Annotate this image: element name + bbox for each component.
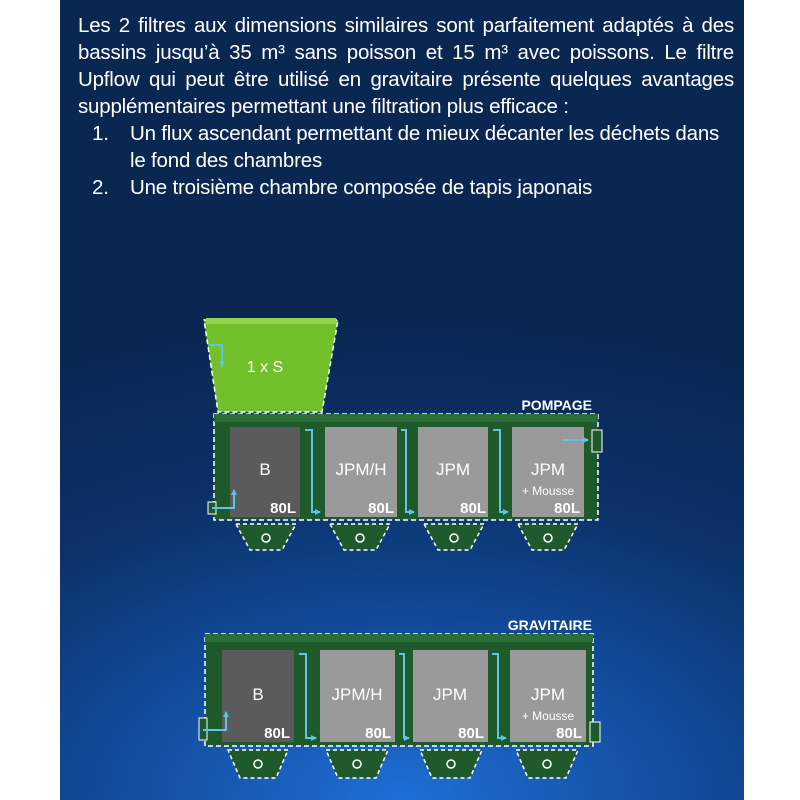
advantage-text: Un flux ascendant permettant de mieux décanter les déchets dans le fond des chambres: [130, 122, 720, 172]
outlet-port: [590, 722, 600, 742]
filter-gravitaire: [199, 617, 600, 778]
chamber-volume: 80L: [460, 500, 486, 517]
drain-valves: [254, 760, 551, 768]
chamber: [418, 427, 488, 517]
chamber-volume: 80L: [368, 500, 394, 517]
prefilter-bucket: [204, 318, 338, 412]
chamber: [222, 650, 294, 742]
chamber: [413, 650, 488, 742]
chamber-media: JPM: [531, 685, 565, 704]
prefilter-label: 1 x S: [246, 359, 284, 376]
chamber-volume: 80L: [270, 500, 296, 517]
chamber: [230, 427, 300, 517]
filter-diagram: [60, 0, 744, 800]
intro-paragraph: Les 2 filtres aux dimensions similaires sont parfaitement adaptés à des bassins jusqu’à 35 m³ sans poisson et 15 m³ avec poissons. Le filtre Upflow qui peut être utilisé en gravitaire présente quelques avantages supplémentaires permettant une filtration plus efficace :: [78, 14, 734, 118]
chamber-media: JPM: [433, 685, 467, 704]
chamber-media: JPM: [531, 460, 565, 479]
filter-title: POMPAGE: [521, 397, 592, 413]
advantage-number: 2.: [92, 176, 109, 199]
drain-valves: [262, 534, 552, 542]
chamber-sub: + Mousse: [521, 484, 575, 498]
chamber: [510, 650, 586, 742]
advantage-text: Une troisième chambre composée de tapis japonais: [130, 176, 593, 199]
chamber-media: JPM/H: [331, 685, 383, 704]
chamber-media: JPM: [436, 460, 470, 479]
chamber-media: B: [259, 460, 271, 479]
chamber-sub: + Mousse: [521, 709, 575, 723]
chamber-media: B: [252, 685, 264, 704]
chamber-volume: 80L: [554, 500, 580, 517]
chamber-volume: 80L: [264, 725, 290, 742]
chamber-volume: 80L: [556, 725, 582, 742]
chamber-media: JPM/H: [335, 460, 387, 479]
chamber: [325, 427, 397, 517]
drain-hoppers: [228, 750, 578, 778]
filter-title: GRAVITAIRE: [507, 617, 592, 633]
diagram-panel: [60, 0, 744, 800]
advantage-number: 1.: [92, 122, 109, 145]
filter-lid: [214, 414, 598, 422]
filter-pompage: [208, 397, 602, 550]
chamber-volume: 80L: [458, 725, 484, 742]
outlet-port: [592, 430, 602, 452]
chamber: [320, 650, 395, 742]
filter-lid: [205, 634, 593, 642]
drain-hoppers: [236, 524, 578, 550]
chamber-volume: 80L: [365, 725, 391, 742]
